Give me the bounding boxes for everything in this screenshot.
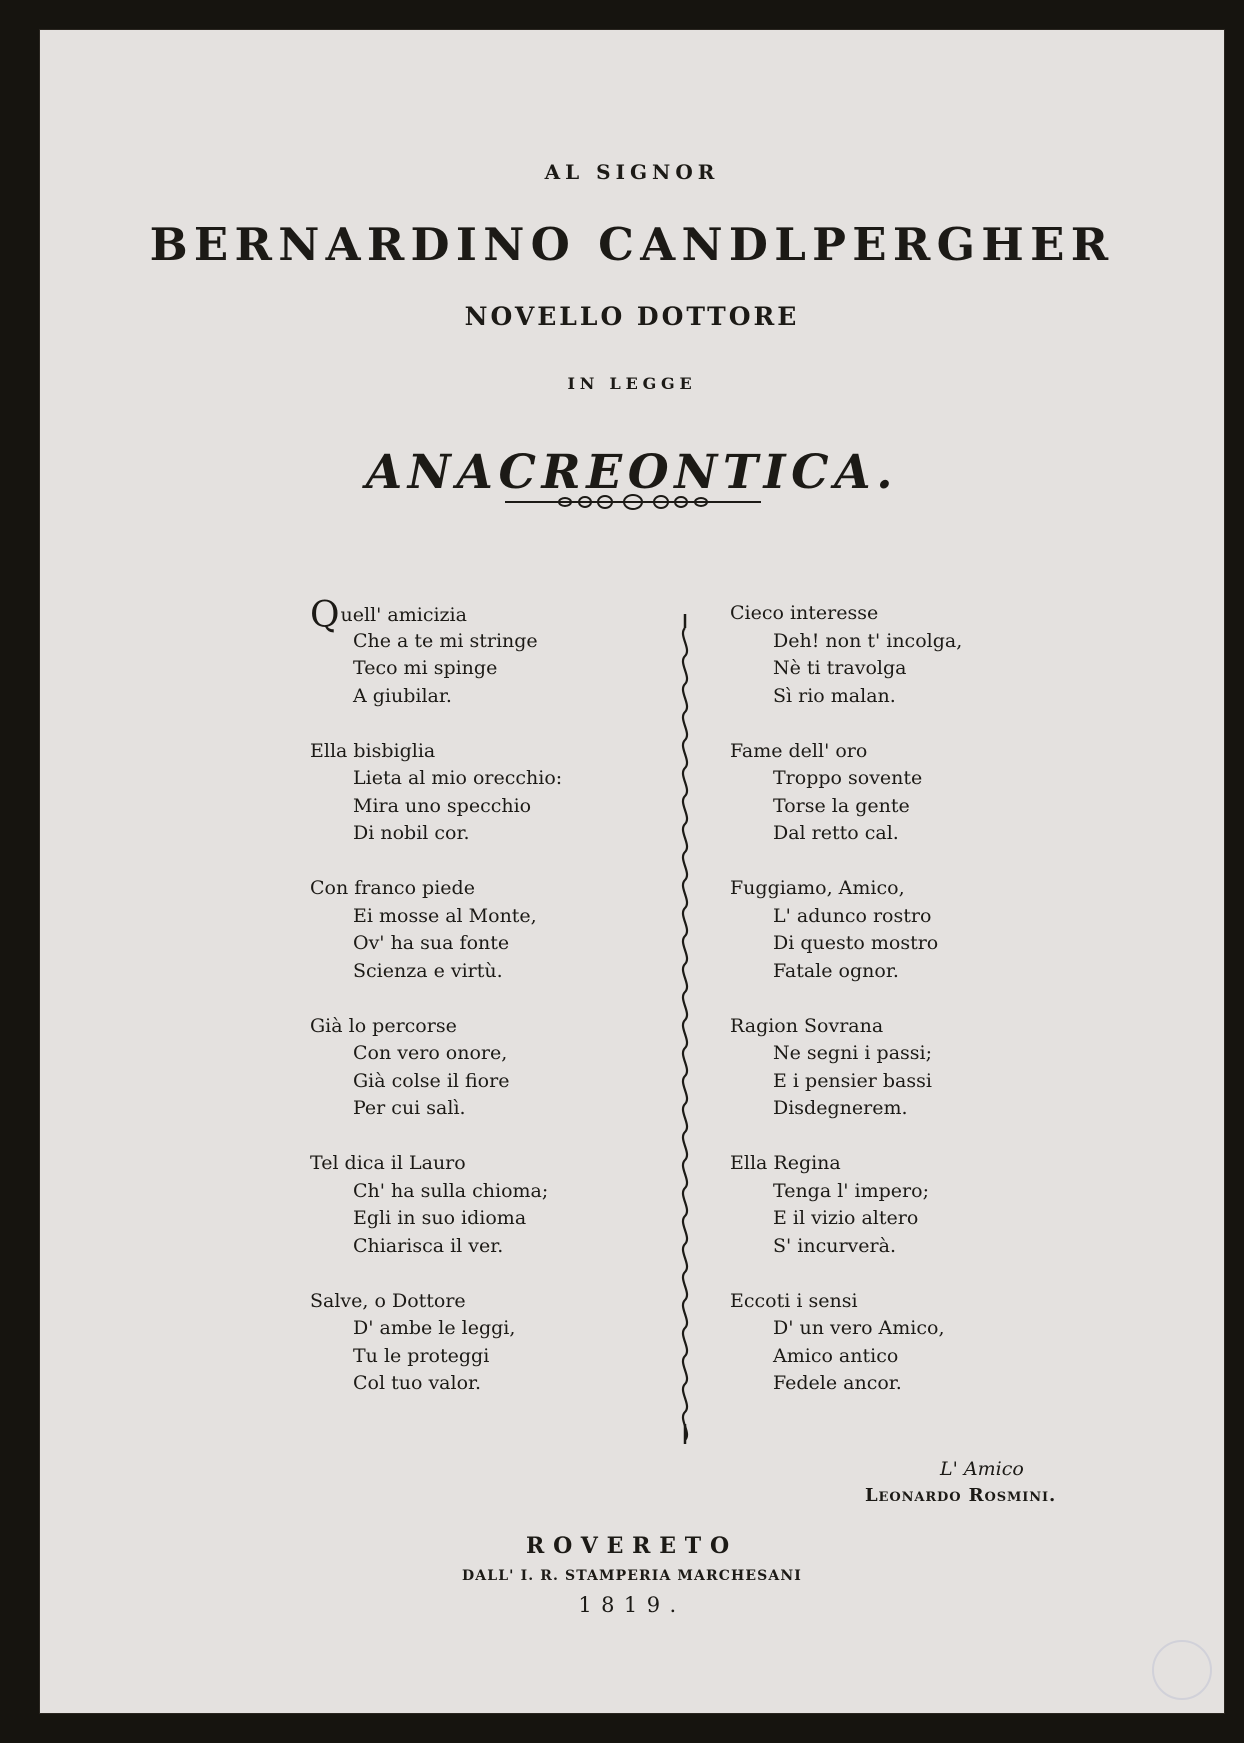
verse-line: Col tuo valor. (353, 1372, 482, 1394)
verse-line: Deh! non t' incolga, (773, 629, 963, 652)
dedicatee-title: NOVELLO DOTTORE (464, 302, 800, 331)
verse-line: S' incurverà. (773, 1234, 896, 1257)
stanza (310, 1288, 610, 1398)
stanza (730, 1013, 1030, 1123)
verse-line: Fedele ancor. (773, 1372, 902, 1394)
imprint-press: DALL' I. R. STAMPERIA MARCHESANI (462, 1568, 802, 1584)
verse-line: Troppo sovente (773, 767, 923, 789)
stanza (730, 600, 1030, 710)
verse-line: Ella bisbiglia (310, 739, 436, 762)
dedicatee-name: BERNARDINO CANDLPERGHER (149, 218, 1115, 271)
verse-line: Dal retto cal. (773, 822, 899, 844)
imprint-year: 1819. (578, 1593, 686, 1617)
verse-line: Fame dell' oro (730, 739, 868, 762)
verse-line: Ella Regina (730, 1152, 841, 1174)
signature-name: Leonardo Rosmini. (865, 1485, 1057, 1506)
verse-line: Ov' ha sua fonte (353, 932, 510, 954)
library-stamp (1152, 1640, 1212, 1700)
verse-line: Ragion Sovrana (730, 1014, 884, 1037)
verse-line: Per cui salì. (353, 1097, 466, 1119)
verse-line: Disdegnerem. (773, 1097, 908, 1119)
verse-line: Teco mi spinge (353, 657, 498, 679)
stanza (310, 738, 610, 848)
verse-line: Ei mosse al Monte, (353, 904, 537, 927)
verse-line: Fatale ognor. (773, 959, 899, 982)
verse-line: Ch' ha sulla chioma; (353, 1179, 549, 1202)
dedicatee-subject: IN LEGGE (567, 374, 697, 393)
stanza (730, 738, 1030, 848)
stanza (310, 875, 610, 985)
verse-line: E il vizio altero (773, 1207, 919, 1229)
verse-line: Eccoti i sensi (730, 1289, 858, 1312)
verse-line: Che a te mi stringe (353, 629, 538, 652)
verse-line: Chiarisca il ver. (353, 1234, 504, 1257)
verse-line: Fuggiamo, Amico, (730, 877, 905, 899)
verse-line: Già colse il fiore (353, 1069, 510, 1092)
verse-line: D' ambe le leggi, (353, 1317, 516, 1339)
twisted-column-rule (675, 614, 695, 1444)
verse-line: Di questo mostro (773, 932, 939, 954)
verse-line: Già lo percorse (310, 1014, 457, 1037)
verse-line: Con franco piede (310, 877, 475, 899)
verse-line: E i pensier bassi (773, 1069, 932, 1092)
verse-line: Scienza e virtù. (353, 959, 503, 982)
verse-line: Nè ti travolga (773, 657, 907, 679)
verse-line: Torse la gente (773, 794, 910, 817)
imprint-city: ROVERETO (526, 1533, 738, 1559)
verse-line: Salve, o Dottore (310, 1289, 466, 1312)
verse-line: A giubilar. (353, 684, 452, 707)
verse-line: Tenga l' impero; (773, 1179, 929, 1202)
stanza (310, 1013, 610, 1123)
drop-cap: Q (310, 595, 340, 636)
stanza (730, 1150, 1030, 1260)
printed-sheet (40, 30, 1224, 1713)
stanza (310, 595, 610, 710)
stanza (310, 1150, 610, 1260)
verse-line: Mira uno specchio (353, 794, 532, 817)
verse-line: Cieco interesse (730, 602, 879, 624)
verse-line: Amico antico (773, 1344, 899, 1367)
verse-line: Tu le proteggi (353, 1344, 490, 1367)
signature-amico: L' Amico (940, 1458, 1024, 1480)
verse-line: L' adunco rostro (773, 904, 932, 927)
verse-line: Tel dica il Lauro (310, 1152, 466, 1174)
verse-line: Di nobil cor. (353, 822, 470, 844)
dedication-to: AL SIGNOR (544, 160, 720, 184)
stanza (730, 1288, 1030, 1398)
stanza (730, 875, 1030, 985)
verse-line: Quell' amicizia (310, 595, 467, 636)
verse-line: D' un vero Amico, (773, 1317, 945, 1339)
ornament-divider (505, 492, 761, 512)
verse-line: Ne segni i passi; (773, 1042, 933, 1064)
poem-genre-title: ANACREONTICA. (365, 445, 899, 500)
verse-line: Sì rio malan. (773, 684, 896, 707)
verse-line: Egli in suo idioma (353, 1207, 527, 1229)
verse-line: Lieta al mio orecchio: (353, 767, 563, 789)
verse-line: Con vero onore, (353, 1042, 508, 1064)
